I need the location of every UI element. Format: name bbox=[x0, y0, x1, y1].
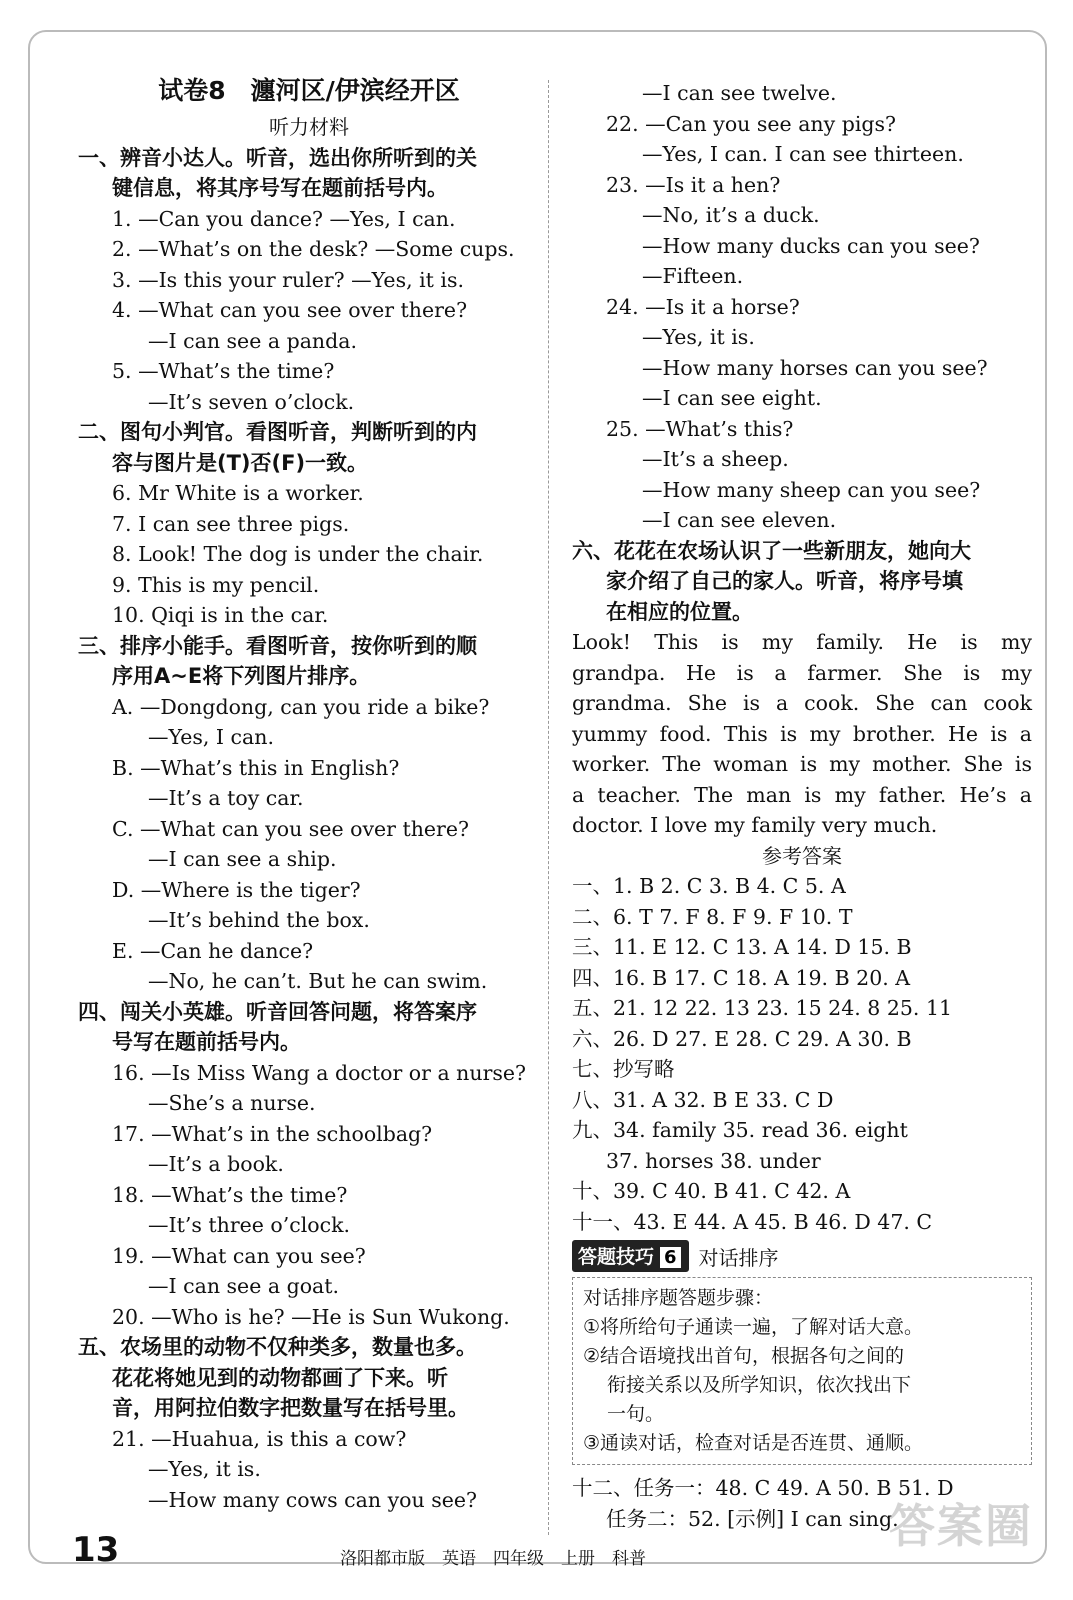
tip-line: ①将所给句子通读一遍，了解对话大意。 bbox=[583, 1316, 924, 1338]
right-column-line: 六、26. D 27. E 28. C 29. A 30. B bbox=[572, 1026, 912, 1051]
right-column-line: worker. The woman is my mother. She is bbox=[572, 752, 1032, 776]
left-column-line: —How many cows can you see? bbox=[148, 1487, 477, 1512]
left-column-line: 7. I can see three pigs. bbox=[112, 511, 350, 536]
right-column-line: 在相应的位置。 bbox=[606, 599, 753, 624]
right-column-line: —Fifteen. bbox=[642, 264, 744, 288]
left-column-line: 5. —What’s the time? bbox=[112, 359, 335, 383]
right-column-line: —How many sheep can you see? bbox=[642, 477, 981, 502]
left-column-line: D. —Where is the tiger? bbox=[112, 877, 361, 902]
tip-line: ③通读对话，检查对话是否连贯、通顺。 bbox=[583, 1432, 924, 1454]
left-column-line: 8. Look! The dog is under the chair. bbox=[112, 542, 484, 566]
left-column-line: 3. —Is this your ruler? —Yes, it is. bbox=[112, 267, 465, 292]
right-column-line: 八、31. A 32. B E 33. C D bbox=[572, 1087, 834, 1112]
left-column-line: —She’s a nurse. bbox=[148, 1091, 316, 1115]
right-column-line: —How many ducks can you see? bbox=[642, 233, 980, 258]
left-column-line: —Yes, it is. bbox=[148, 1457, 261, 1481]
right-column-line: yummy food. This is my brother. He is a bbox=[572, 721, 1032, 746]
right-column-line: 十一、43. E 44. A 45. B 46. D 47. C bbox=[572, 1209, 933, 1234]
right-column-line: 十、39. C 40. B 41. C 42. A bbox=[572, 1179, 851, 1203]
left-column-body bbox=[78, 143, 540, 1516]
left-column-line: 20. —Who is he? —He is Sun Wukong. bbox=[112, 1304, 510, 1329]
left-column-line: 四、闯关小英雄。听音回答问题，将答案序 bbox=[78, 999, 477, 1024]
tip-header bbox=[572, 1239, 1032, 1273]
column-divider bbox=[548, 80, 549, 1535]
left-column-line: —It’s a toy car. bbox=[148, 786, 304, 810]
left-column-line: —It’s seven o’clock. bbox=[148, 389, 355, 414]
left-column-line: —I can see a ship. bbox=[148, 847, 337, 871]
left-column-line: 18. —What’s the time? bbox=[112, 1182, 348, 1207]
right-column-line: —Yes, I can. I can see thirteen. bbox=[642, 142, 964, 166]
page-number: 13 bbox=[72, 1530, 120, 1570]
left-column-line: 五、农场里的动物不仅种类多，数量也多。 bbox=[78, 1335, 477, 1359]
tip-box bbox=[572, 1277, 1032, 1465]
left-column-line: 二、图句小判官。看图听音，判断听到的内 bbox=[78, 420, 477, 444]
left-column-line: 19. —What can you see? bbox=[112, 1243, 366, 1268]
left-column-line: 21. —Huahua, is this a cow? bbox=[112, 1426, 407, 1451]
left-column-line: —It’s behind the box. bbox=[148, 908, 370, 932]
right-column-line: 22. —Can you see any pigs? bbox=[606, 111, 897, 136]
right-column-line: —It’s a sheep. bbox=[642, 447, 789, 471]
right-column-line: Look! This is my family. He is my bbox=[572, 630, 1032, 654]
watermark-logo: 答案圈 bbox=[889, 1499, 1033, 1553]
tip-label bbox=[572, 1240, 689, 1272]
left-column-line: 一、辨音小达人。听音，选出你所听到的关 bbox=[78, 145, 477, 170]
tip-line: 衔接关系以及所学知识，依次找出下 bbox=[607, 1374, 912, 1396]
left-column-line: 音，用阿拉伯数字把数量写在括号里。 bbox=[112, 1396, 469, 1420]
page-footer: 洛阳都市版 英语 四年级 上册 科普 bbox=[340, 1549, 646, 1569]
right-column-line: doctor. I love my family very much. bbox=[572, 813, 938, 837]
right-column-line: grandpa. He is a farmer. She is my bbox=[572, 660, 1032, 685]
tip-line: 一句。 bbox=[607, 1403, 665, 1425]
right-column-line: 六、花花在农场认识了一些新朋友，她向大 bbox=[572, 538, 971, 563]
left-column-line: A. —Dongdong, can you ride a bike? bbox=[112, 694, 490, 719]
right-column-line: —I can see twelve. bbox=[642, 81, 837, 105]
left-column-line: 4. —What can you see over there? bbox=[112, 298, 468, 322]
right-column-line: 25. —What’s this? bbox=[606, 416, 794, 441]
tip-line: ②结合语境找出首句，根据各句之间的 bbox=[583, 1345, 905, 1367]
answer-line: 十二、任务一：48. C 49. A 50. B 51. D bbox=[572, 1476, 954, 1500]
left-column-line: —No, he can’t. But he can swim. bbox=[148, 969, 488, 993]
left-column-line: —I can see a panda. bbox=[148, 328, 357, 353]
left-column-line: 三、排序小能手。看图听音，按你听到的顺 bbox=[78, 633, 477, 658]
left-column-line: 容与图片是(T)否(F)一致。 bbox=[112, 450, 369, 475]
page-title: 试卷8 瀍河区/伊滨经开区 bbox=[158, 76, 460, 105]
right-column-line: —No, it’s a duck. bbox=[642, 203, 820, 227]
right-column-line: 九、34. family 35. read 36. eight bbox=[572, 1118, 908, 1142]
right-column-line: 二、6. T 7. F 8. F 9. F 10. T bbox=[572, 904, 853, 929]
left-column-line: 6. Mr White is a worker. bbox=[112, 481, 364, 505]
left-column-line: C. —What can you see over there? bbox=[112, 816, 469, 841]
left-column-line: —Yes, I can. bbox=[148, 725, 274, 749]
right-column-line: 一、1. B 2. C 3. B 4. C 5. A bbox=[572, 874, 846, 898]
right-column-line: 参考答案 bbox=[762, 843, 842, 868]
tip-number: 6 bbox=[658, 1245, 683, 1270]
right-column-line: 三、11. E 12. C 13. A 14. D 15. B bbox=[572, 935, 912, 959]
left-column-line: 17. —What’s in the schoolbag? bbox=[112, 1121, 433, 1146]
right-column-line: grandma. She is a cook. She can cook bbox=[572, 691, 1032, 715]
right-column-line: 五、21. 12 22. 13 23. 15 24. 8 25. 11 bbox=[572, 996, 953, 1020]
answer-line: 任务二：52. [示例] I can sing. bbox=[606, 1506, 899, 1531]
left-column-line: —I can see a goat. bbox=[148, 1274, 340, 1298]
right-column-line: —Yes, it is. bbox=[642, 325, 755, 349]
right-column bbox=[572, 78, 1032, 1534]
left-column-line: 9. This is my pencil. bbox=[112, 572, 320, 597]
left-column-line: 键信息，将其序号写在题前括号内。 bbox=[112, 176, 448, 200]
left-column-line: 序用A~E将下列图片排序。 bbox=[112, 664, 371, 688]
left-column-line: —It’s three o’clock. bbox=[148, 1213, 351, 1237]
left-column-line: 1. —Can you dance? —Yes, I can. bbox=[112, 206, 456, 231]
left-column-line: 16. —Is Miss Wang a doctor or a nurse? bbox=[112, 1060, 527, 1085]
right-column-line: —I can see eight. bbox=[642, 386, 822, 410]
right-column-body bbox=[572, 78, 1032, 1237]
left-column-line: —It’s a book. bbox=[148, 1152, 284, 1176]
right-column-line: 家介绍了自己的家人。听音，将序号填 bbox=[606, 569, 963, 593]
left-column-line: 2. —What’s on the desk? —Some cups. bbox=[112, 237, 515, 261]
right-column-line: 七、抄写略 bbox=[572, 1057, 675, 1081]
page-subtitle: 听力材料 bbox=[269, 115, 349, 139]
left-column-line: E. —Can he dance? bbox=[112, 938, 314, 963]
right-column-line: 37. horses 38. under bbox=[606, 1148, 821, 1173]
left-column-line: 10. Qiqi is in the car. bbox=[112, 603, 329, 627]
right-column-line: 23. —Is it a hen? bbox=[606, 172, 781, 197]
left-column-line: 花花将她见到的动物都画了下来。听 bbox=[112, 1365, 448, 1390]
right-column-line: —How many horses can you see? bbox=[642, 355, 988, 380]
left-column bbox=[78, 70, 540, 1515]
tip-label-text: 答题技巧 bbox=[578, 1246, 655, 1268]
right-column-line: —I can see eleven. bbox=[642, 508, 837, 532]
tip-line: 对话排序题答题步骤： bbox=[583, 1287, 774, 1309]
tip-title: 对话排序 bbox=[698, 1245, 779, 1270]
left-column-line: 号写在题前括号内。 bbox=[112, 1030, 301, 1054]
right-column-line: 24. —Is it a horse? bbox=[606, 294, 800, 319]
right-column-line: 四、16. B 17. C 18. A 19. B 20. A bbox=[572, 965, 911, 990]
left-column-line: B. —What’s this in English? bbox=[112, 755, 400, 780]
right-column-line: a teacher. The man is my father. He’s a bbox=[572, 782, 1032, 807]
